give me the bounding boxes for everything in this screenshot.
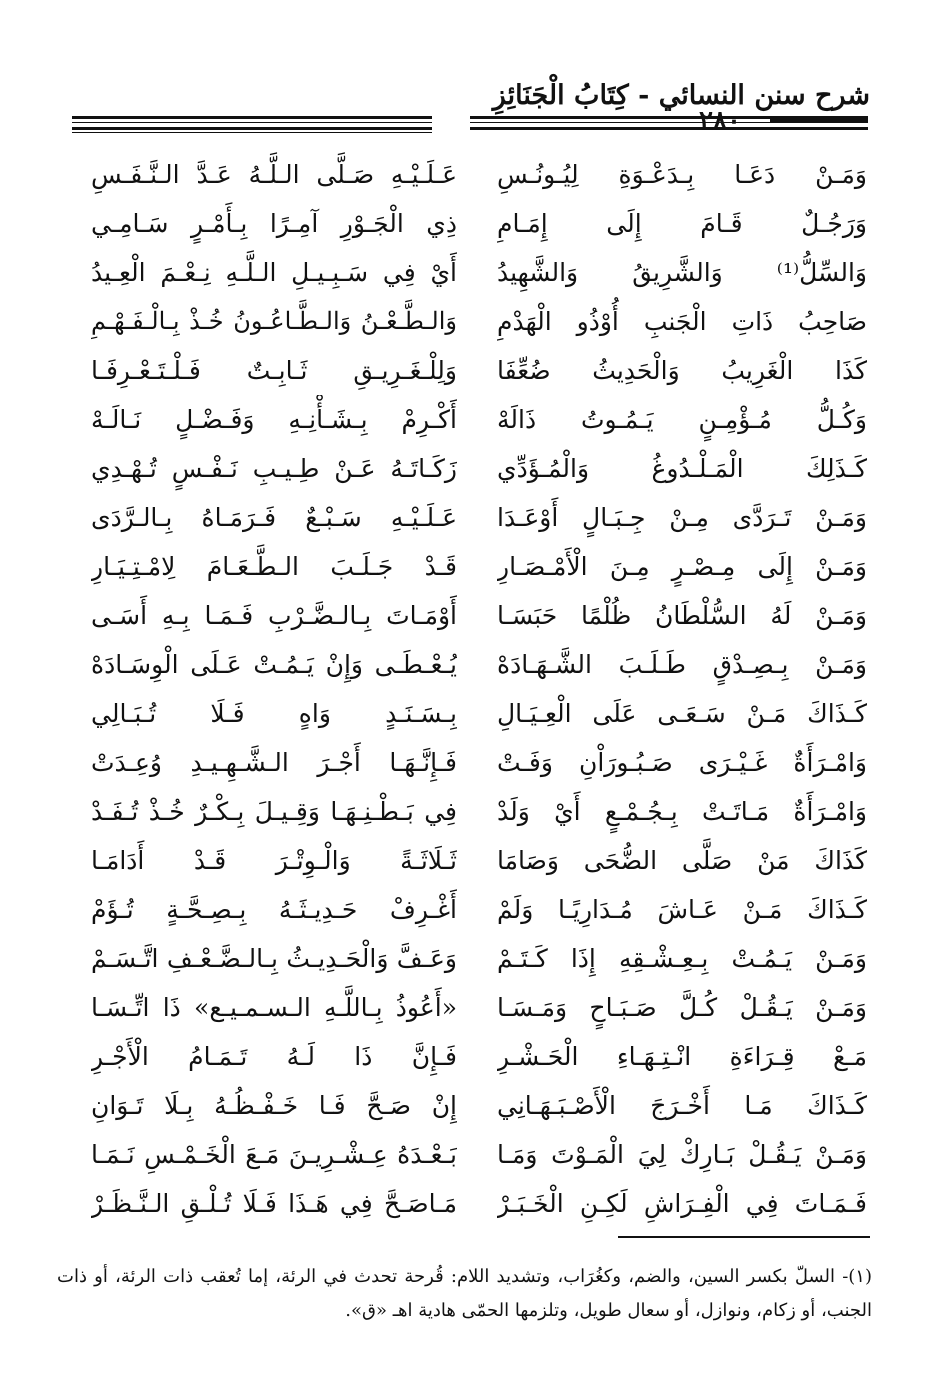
verse-line: عَـلَـيْـهِ صَـلَّى الـلَّـهُ عَـدَّ الـنَّـفَـسِ [91,160,457,189]
verse-line: وَامْـرَأَةٌ مَـاتَـتْ بِـجُـمْـعٍ أَيْ وَلَدْ [497,797,867,826]
verse-line: كَـذَلِكَ الْمَـلْـدُوغُ وَالْمُـؤَدِّي [497,454,867,483]
verse-line: فَـإِنَّ ذَا لَـهُ تَـمَـامُ الْأَجْـرِ [91,1042,457,1071]
verse-line: فِي بَـطْـنِـهَـا وَقِـيـلَ بِـكْـرٌ خُـذْ تُـفَـدْ [91,797,457,826]
verse-line: وَمَـنْ دَعَـا بِـدَعْـوَةِ لِيُـونُـسِ [497,160,867,189]
verse-line: ذِي الْجَـوْرِ آمِـرًا بِـأَمْـرٍ سَـامِـي [91,209,457,238]
verse-line: ثَـلَاثَـةً وَالْـوِتْـرَ قَـدْ أَدَامَـا [91,846,457,875]
verse-line: أَوْمَـاتَ بِـالـضَّـرْبِ فَـمَـا بِـهِ أَسَـى [91,601,457,630]
running-title: شرح سنن النسائي - كِتَابُ الْجَنَائِزِ [492,80,870,111]
verse-line: كَـذَاكَ مَـنْ عَـاشَ مُـدَارِيًـا وَلَمْ [497,895,867,924]
verse-line: وَعَـفَّ وَالْحَـدِيـثُ بِـالـضَّـعْـفِ اتَّـسَـمْ [91,944,457,973]
verse-line: عَـلَـيْـهِ سَـبْـعٌ فَـرَمَـاهُ بِـالـرَّدَى [91,503,457,532]
verse-line: كَـذَاكَ مَـنْ سَـعَـى عَلَى الْعِـيَـالِ [497,699,867,728]
poem-second-hemistich-column [91,150,457,1230]
verse-line: وَلِلْـغَـرِيـقِ ثَـابِـتٌ فَـلْـتَـعْـرِفَـا [91,356,457,385]
verse-line: بَـعْـدَهُ عِـشْـرِيـنَ مَـعَ الْخَـمْـسِ نَـمَـا [91,1140,457,1169]
header-rule [72,132,432,133]
verse-line: وَكُـلُّ مُـؤْمِـنٍ يَـمُـوتُ ذَالَهْ [497,405,867,434]
poem-first-hemistich-column [497,150,867,1230]
header-rule [470,127,868,130]
header-rule [72,127,432,130]
header-rule [72,116,432,119]
verse-line: مَـعْ قِـرَاءَةِ انْـتِـهَـاءِ الْحَـشْـرِ [497,1042,867,1071]
verse-line: وَامْـرَأَةٌ غَـيْـرَى صَـبُـورَاْنِ وَفَـتْ [497,748,867,777]
verse-line: وَالـطَّـعْـنُ وَالـطَّـاعُـونُ خُـذْ بِـالْـفَـهْـمِ [91,307,457,335]
verse-line: وَمَـنْ يَـمُـتْ بِـعِـشْـقِهِ إِذَا كَـتَـمْ [497,944,867,973]
verse-line: زَكَـاتَـهُ عَـنْ طِـيـبِ نَـفْـسٍ تُـهْـدِي [91,454,457,483]
verse-line: بِـسَـنَـدٍ وَاهٍ فَـلَا تُـبَـالِي [91,699,457,728]
verse-line: وَمَـنْ يَـقُـلْ بَـارِكْ لِيَ الْمَـوْتَ وَمَـا [497,1140,867,1169]
verse-line: وَمَـنْ بِـصِـدْقٍ طَـلَـبَ الشَّـهَـادَهْ [497,650,867,679]
verse-line: فَـمَـاتَ فِي الْفِـرَاشِ لَكِـنِ الْخَـبَـرْ [497,1189,867,1218]
footnote-separator [618,1236,870,1238]
header-rule [72,122,432,123]
verse-line: أَغْـرِفْ حَـدِيـثَـهُ بِـصِـحَّـةٍ تُـؤَمْ [91,895,457,924]
verse-line: قَـدْ جَـلَـبَ الـطَّـعَـامَ لِامْـتِـيَـارِ [91,552,457,581]
verse-line: إِنْ صَـحَّ فَـا خَـفْـظُـهُ بِـلَا تَـوَانِ [91,1091,457,1120]
verse-line: أَيْ فِي سَـبِـيـلِ الـلَّـهِ نِـعْـمَ الْعِـيدُ [91,258,457,287]
verse-line: وَالسِّلُّ⁽¹⁾ وَالشَّرِيقُ وَالشَّهِيدُ [497,258,867,287]
verse-line: كَـذَاكَ مَـا أَخْـرَجَ الْأَصْـبَـهَـانِي [497,1091,867,1120]
verse-line: يُـعْـطَـى وَإِنْ يَـمُـتْ عَـلَى الْوِسَـادَهْ [91,650,457,679]
verse-line: فَـإِنَّـهَـا أَجْـرَ الـشَّـهِـيـدِ وُعِـدَتْ [91,748,457,777]
verse-line: كَذَا الْغَرِيبُ وَالْحَدِيثُ ضُعِّفَا [497,356,867,385]
verse-line: مَـاصَـحَّ فِي هَـذَا فَـلَا تُـلْـقِ الـنَّـظَـرْ [91,1189,457,1218]
page-number: ٢٨٠ [699,106,741,136]
footnote: (١)- السلّ بكسر السين، والضم، وكغُرَاب، وتشديد اللام: قُرحة تحدث في الرئة، إما تُعقب ذات الرئة، أو ذات الجنب، أو زكام، ونوازل، أو سعال طويل، وتلزمها الحمّى هادية اهـ «ق». [57,1266,872,1321]
page-number-rule [770,117,868,123]
verse-line: وَمَـنْ لَهُ السُّلْطَانُ ظُلْمًا حَبَسَـا [497,601,867,630]
verse-line: وَمَـنْ يَـقُـلْ كُـلَّ صَـبَـاحٍ وَمَـسَـا [497,993,867,1022]
verse-line: وَمَـنْ تَـرَدَّى مِـنْ جِـبَـالٍ أَوْعَـدَا [497,503,867,532]
verse-line: كَذَاكَ مَنْ صَلَّى الضُّحَى وَصَامَا [497,846,867,875]
verse-line: وَرَجُـلٌ قَـامَ إِلَى إِمَـامِ [497,209,867,238]
verse-line: وَمَـنْ إِلَى مِـصْـرٍ مِـنَ الْأَمْـصَـارِ [497,552,867,581]
verse-line: صَاحِبُ ذَاتِ الْجَنبِ أُوْذُو الْهَدْمِ [497,307,867,336]
verse-line: أَكْـرِمْ بِـشَـأْنِـهِ وَفَـضْـلٍ نَـالَـهْ [91,405,457,434]
verse-line: «أَعُوذُ بِـاللَّـهِ الـسـمـيـع» ذَا اتِّـسَـا [91,993,457,1022]
